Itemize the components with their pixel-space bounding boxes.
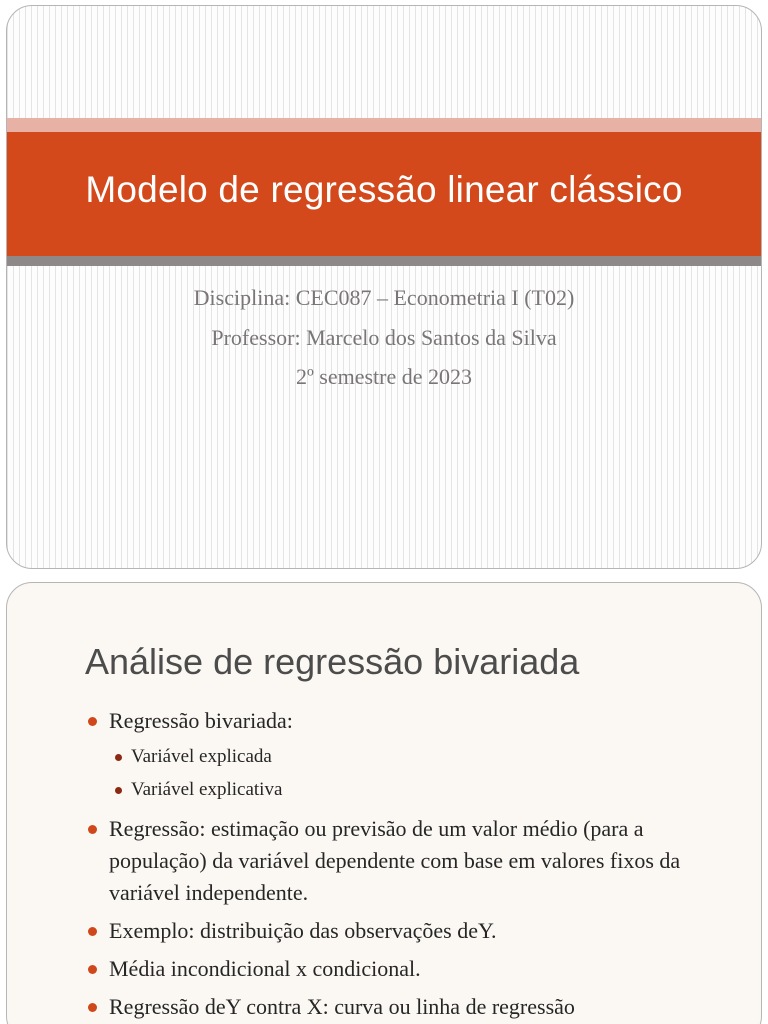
title-band — [7, 132, 761, 256]
subtitle-block — [7, 278, 761, 397]
sub-bullet-item — [87, 743, 737, 771]
slide-title: Análise de regressão bivariada — [85, 641, 580, 682]
sub-bullet-text: Variável explicativa — [131, 779, 283, 800]
bullet-text: Regressão bivariada: — [109, 708, 293, 733]
sub-bullet-dot-icon — [115, 754, 122, 761]
bullet-dot-icon — [88, 1003, 97, 1012]
title-band-accent-bottom — [7, 256, 761, 266]
sub-bullet-text: Variável explicada — [131, 746, 272, 767]
bullet-item — [87, 953, 737, 985]
bullet-text: Regressão deY contra X: curva ou linha de regressão — [109, 994, 575, 1019]
bullet-item — [87, 915, 737, 947]
bullet-dot-icon — [88, 927, 97, 936]
sub-bullet-dot-icon — [115, 787, 122, 794]
title-slide — [6, 5, 762, 569]
professor-line: Professor: Marcelo dos Santos da Silva — [211, 324, 557, 350]
course-line: Disciplina: CEC087 – Econometria I (T02) — [193, 285, 575, 310]
bullet-item — [87, 813, 737, 909]
bullet-text: Média incondicional x condicional. — [109, 956, 421, 981]
sub-bullet-item — [87, 776, 737, 804]
bullet-list — [87, 705, 737, 1024]
semester-line: 2º semestre de 2023 — [295, 364, 473, 389]
title-band-accent-top — [7, 118, 761, 132]
bullet-text: Exemplo: distribuição das observações deY. — [109, 918, 497, 943]
bullet-dot-icon — [88, 717, 97, 726]
bullet-text: Regressão: estimação ou previsão de um valor médio (para a população) da variável dependente com base em valores fixos da variável independente. — [109, 816, 681, 905]
bullet-item — [87, 705, 737, 737]
bullet-item — [87, 991, 737, 1023]
presentation-title: Modelo de regressão linear clássico — [85, 169, 683, 210]
bullet-dot-icon — [88, 825, 97, 834]
bullet-dot-icon — [88, 965, 97, 974]
content-slide — [6, 582, 762, 1024]
